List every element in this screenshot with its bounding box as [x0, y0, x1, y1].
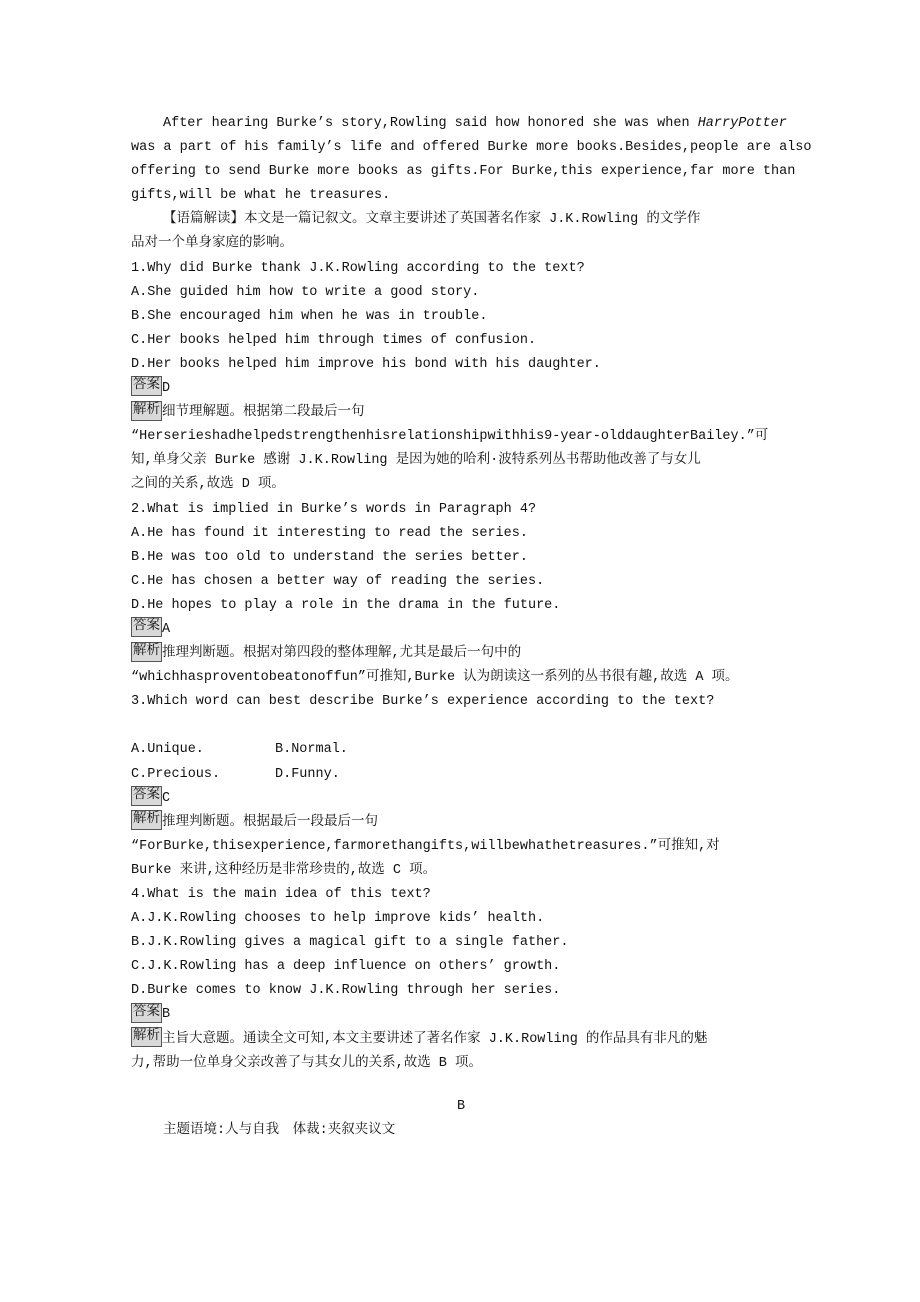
answer-value: C — [162, 790, 171, 806]
option: C.Her books helped him through times of confusion. — [131, 332, 537, 348]
analysis-text: 力,帮助一位单身父亲改善了与其女儿的关系,故选 B 项。 — [131, 1055, 483, 1071]
reading-note: 【语篇解读】本文是一篇记叙文。文章主要讲述了英国著名作家 J.K.Rowling 的文学作 — [163, 212, 701, 228]
reading-note: 品对一个单身家庭的影响。 — [131, 236, 293, 252]
answer-line — [131, 618, 791, 642]
analysis-line — [131, 449, 791, 473]
option: B.She encouraged him when he was in trouble. — [131, 308, 488, 324]
analysis-text: 主旨大意题。通读全文可知,本文主要讲述了著名作家 J.K.Rowling 的作品具有非凡的魅 — [162, 1031, 708, 1047]
analysis-text: “whichhasproventobeatonoffun”可推知,Burke 认为朗读这一系列的丛书很有趣,故选 A 项。 — [131, 670, 739, 686]
analysis-text: 推理判断题。根据对第四段的整体理解,尤其是最后一句中的 — [162, 646, 522, 662]
passage-line — [131, 112, 791, 136]
answer-line — [131, 787, 791, 811]
book-title: HarryPotter — [697, 116, 787, 131]
option: A.He has found it interesting to read the series. — [131, 525, 528, 541]
analysis-text: 推理判断题。根据最后一段最后一句 — [162, 814, 378, 830]
question-stem: 4.What is the main idea of this text? — [131, 887, 431, 902]
analysis-text: 细节理解题。根据第二段最后一句 — [162, 405, 365, 421]
answer-line — [131, 1003, 791, 1027]
section-theme: 主题语境:人与自我 体裁:夹叙夹议文 — [163, 1122, 396, 1138]
option: D.Funny. — [275, 766, 340, 782]
analysis-line — [131, 811, 791, 835]
section-heading: B — [456, 1098, 466, 1114]
option: A.J.K.Rowling chooses to help improve kids’ health. — [131, 911, 545, 927]
analysis-line — [131, 401, 791, 425]
option: A.Unique. — [131, 742, 204, 758]
option: C.He has chosen a better way of reading the series. — [131, 573, 545, 589]
answer-badge: 答案 — [131, 786, 162, 806]
analysis-line — [131, 425, 791, 449]
document-body — [131, 112, 812, 1143]
analysis-line — [131, 642, 791, 666]
analysis-text: “ForBurke,thisexperience,farmorethangifts,willbewhathetreasures.”可推知,对 — [131, 838, 720, 854]
option: A.She guided him how to write a good story. — [131, 284, 480, 300]
analysis-text: Burke 来讲,这种经历是非常珍贵的,故选 C 项。 — [131, 862, 437, 878]
option: B.He was too old to understand the series better. — [131, 549, 528, 565]
analysis-line — [131, 1052, 791, 1076]
option-row — [131, 763, 791, 787]
passage-line: offering to send Burke more books as gifts.For Burke,this experience,far more than — [131, 164, 796, 180]
analysis-text: 之间的关系,故选 D 项。 — [131, 477, 285, 493]
analysis-text: 知,单身父亲 Burke 感谢 J.K.Rowling 是因为她的哈利·波特系列丛书帮助他改善了与女儿 — [131, 453, 701, 469]
passage-line: gifts,will be what he treasures. — [131, 188, 391, 204]
option: B.J.K.Rowling gives a magical gift to a single father. — [131, 935, 569, 951]
analysis-line — [131, 835, 791, 859]
passage-line: was a part of his family’s life and offered Burke more books.Besides,people are also — [131, 140, 812, 156]
answer-badge: 答案 — [131, 617, 162, 637]
answer-badge: 答案 — [131, 1003, 162, 1023]
spacer — [131, 1076, 791, 1095]
passage-text: After hearing Burke’s story,Rowling said how honored she was when — [163, 116, 698, 131]
option: D.Her books helped him improve his bond with his daughter. — [131, 356, 601, 372]
question-stem: 3.Which word can best describe Burke’s experience according to the text? — [131, 694, 715, 710]
analysis-badge: 解析 — [131, 642, 162, 662]
analysis-badge: 解析 — [131, 810, 162, 830]
answer-value: D — [162, 381, 171, 397]
option: D.Burke comes to know J.K.Rowling through her series. — [131, 983, 561, 999]
option: C.Precious. — [131, 766, 221, 782]
analysis-badge: 解析 — [131, 1027, 162, 1047]
question-stem: 2.What is implied in Burke’s words in Paragraph 4? — [131, 501, 537, 517]
answer-line — [131, 377, 791, 401]
answer-value: A — [162, 621, 171, 637]
answer-badge: 答案 — [131, 376, 162, 396]
analysis-line — [131, 666, 791, 690]
analysis-line — [131, 859, 791, 883]
analysis-badge: 解析 — [131, 401, 162, 421]
option: B.Normal. — [275, 742, 348, 758]
analysis-text: “Herserieshadhelpedstrengthenhisrelationshipwithhis9-year-olddaughterBailey.”可 — [131, 429, 769, 445]
analysis-line — [131, 1028, 791, 1052]
answer-value: B — [162, 1007, 171, 1023]
option-row — [131, 738, 791, 762]
analysis-line — [131, 473, 791, 497]
blank-line — [131, 714, 791, 738]
option: C.J.K.Rowling has a deep influence on others’ growth. — [131, 959, 561, 975]
option: D.He hopes to play a role in the drama in the future. — [131, 597, 561, 613]
question-stem: 1.Why did Burke thank J.K.Rowling according to the text? — [131, 260, 585, 276]
